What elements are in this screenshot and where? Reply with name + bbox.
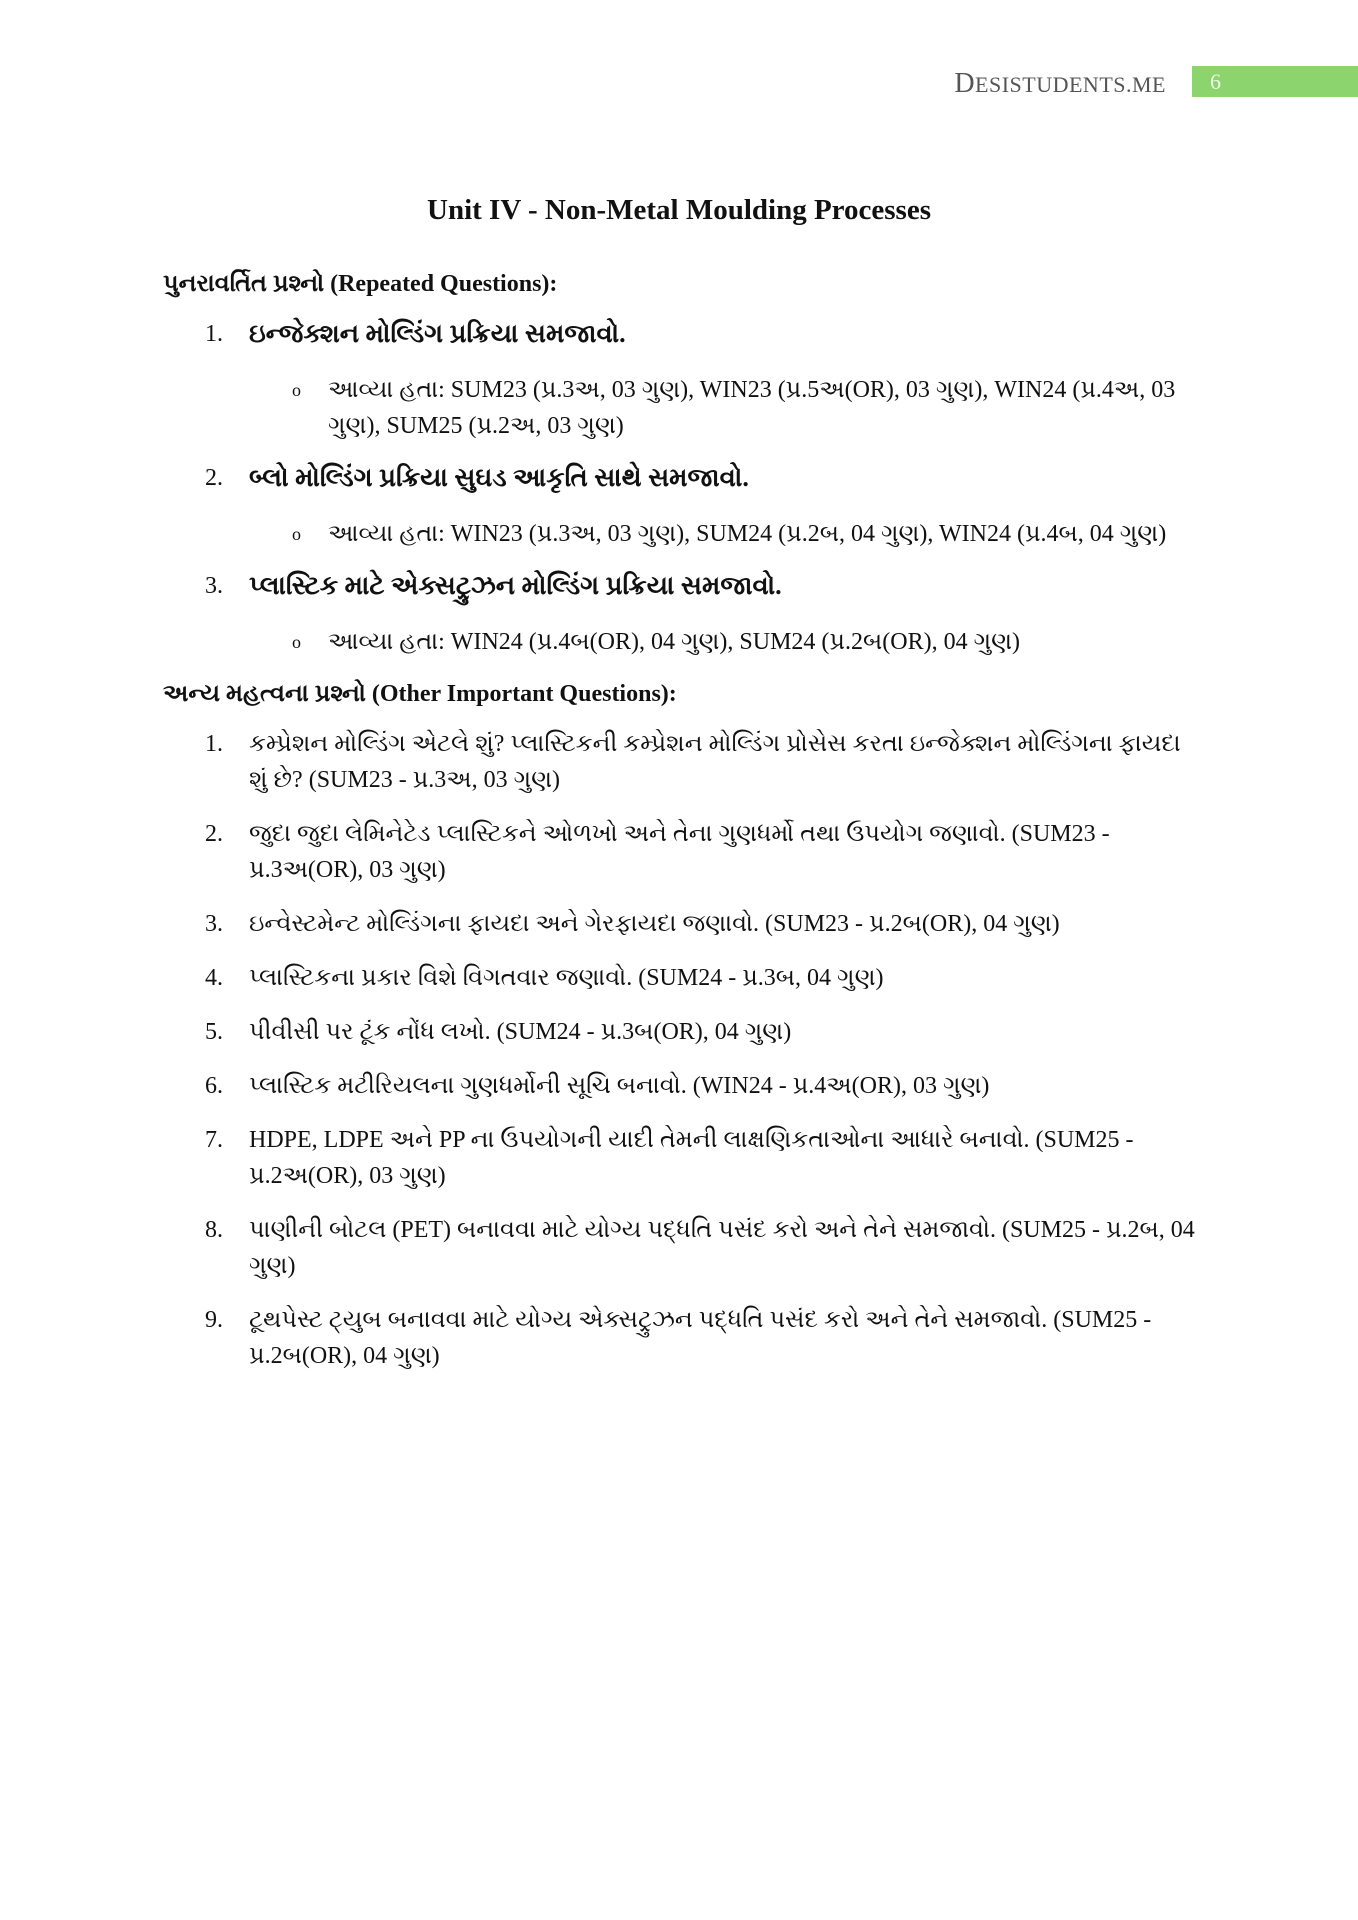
repeated-questions-heading: પુનરાવર્તિત પ્રશ્નો (Repeated Questions): bbox=[163, 271, 558, 297]
list-item: 4. પ્લાસ્ટિકના પ્રકાર વિશે વિગતવાર જણાવો. (SUM24 - પ્ર.3બ, 04 ગુણ) bbox=[205, 965, 884, 991]
document-body bbox=[163, 266, 1203, 1392]
list-item: 3. ઇન્વેસ્ટમેન્ટ મોલ્ડિંગના ફાયદા અને ગેરફાયદા જણાવો. (SUM23 - પ્ર.2બ(OR), 04 ગુણ) bbox=[205, 911, 1060, 937]
list-item: 9. ટૂથપેસ્ટ ટ્યુબ બનાવવા માટે યોગ્ય એક્સટ્રુઝન પદ્ધતિ પસંદ કરો અને તેને સમજાવો. (SUM25 - પ્ર.2બ(OR), 04 ગુણ) bbox=[205, 1307, 1152, 1369]
list-item: 8. પાણીની બોટલ (PET) બનાવવા માટે યોગ્ય પદ્ધતિ પસંદ કરો અને તેને સમજાવો. (SUM25 - પ્ર.2બ, 04 ગુણ) bbox=[205, 1217, 1195, 1279]
list-item: 2. બ્લો મોલ્ડિંગ પ્રક્રિયા સુઘડ આકૃતિ સાથે સમજાવો. o આવ્યા હતા: WIN23 (પ્ર.3અ, 03 ગુણ), SUM24 (પ્ર.2બ, 04 ગુણ), WIN24 (પ્ર.4બ, 04 ગુણ) bbox=[163, 460, 1203, 552]
repeated-questions-list bbox=[163, 316, 1203, 660]
page-title: Unit IV - Non-Metal Moulding Processes bbox=[427, 194, 931, 226]
bullet-icon: o bbox=[292, 632, 301, 652]
list-item: 2. જુદા જુદા લેમિનેટેડ પ્લાસ્ટિકને ઓળખો અને તેના ગુણધર્મો તથા ઉપયોગ જણાવો. (SUM23 - પ્ર.3અ(OR), 03 ગુણ) bbox=[205, 821, 1110, 883]
other-questions-heading: અન્ય મહત્વના પ્રશ્નો (Other Important Questions): bbox=[163, 681, 677, 707]
site-name: DESISTUDENTS.ME bbox=[954, 68, 1166, 99]
list-item: 6. પ્લાસ્ટિક મટીરિયલના ગુણધર્મોની સૂચિ બનાવો. (WIN24 - પ્ર.4અ(OR), 03 ગુણ) bbox=[205, 1073, 990, 1099]
other-questions-list bbox=[163, 726, 1203, 1374]
list-item: 5. પીવીસી પર ટૂંક નોંધ લખો. (SUM24 - પ્ર.3બ(OR), 04 ગુણ) bbox=[205, 1019, 792, 1045]
page-number: 6 bbox=[1192, 66, 1358, 97]
list-item: 7. HDPE, LDPE અને PP ના ઉપયોગની યાદી તેમની લાક્ષણિકતાઓના આધારે બનાવો. (SUM25 - પ્ર.2અ(OR), 03 ગુણ) bbox=[205, 1127, 1134, 1189]
bullet-icon: o bbox=[292, 524, 301, 544]
list-item: 1. ઇન્જેક્શન મોલ્ડિંગ પ્રક્રિયા સમજાવો. o આવ્યા હતા: SUM23 (પ્ર.3અ, 03 ગુણ), WIN23 (પ્ર.5અ(OR), 03 ગુણ), WIN24 (પ્ર.4અ, 03 ગુણ), SUM25 (પ્ર.2અ, 03 ગુણ) bbox=[163, 316, 1203, 444]
list-item: 3. પ્લાસ્ટિક માટે એક્સટ્રુઝન મોલ્ડિંગ પ્રક્રિયા સમજાવો. o આવ્યા હતા: WIN24 (પ્ર.4બ(OR), 04 ગુણ), SUM24 (પ્ર.2બ(OR), 04 ગુણ) bbox=[163, 568, 1203, 660]
bullet-icon: o bbox=[292, 380, 301, 400]
list-item: 1. કમ્પ્રેશન મોલ્ડિંગ એટલે શું? પ્લાસ્ટિકની કમ્પ્રેશન મોલ્ડિંગ પ્રોસેસ કરતા ઇન્જેક્શન મોલ્ડિંગના ફાયદા શું છે? (SUM23 - પ્ર.3અ, 03 ગુણ) bbox=[205, 731, 1181, 793]
